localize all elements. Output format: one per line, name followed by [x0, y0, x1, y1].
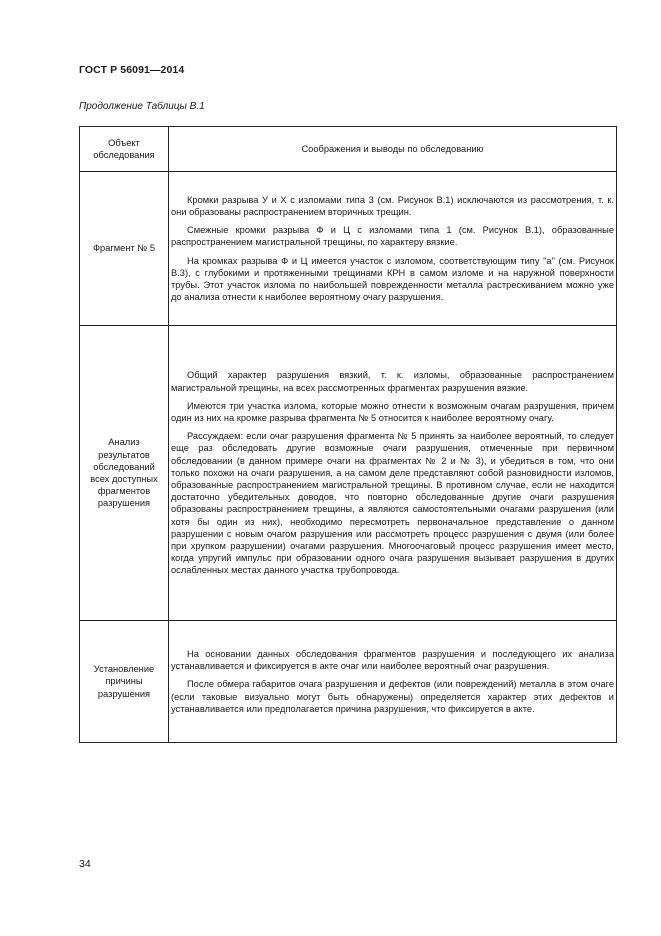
paragraph: На кромках разрыва Ф и Ц имеется участок с изломом, соответствующим типу "а" (см. Рисунок В.3), с глубокими и протяженными трещинами КРН в самом изломе и на наружной поверхности трубы. Этот участок излома по наибольшей поврежденности металла растрескиванием можно уже до анализа отнести к наиболее вероятному очагу разрушения.: [171, 255, 614, 303]
standard-header: ГОСТ Р 56091—2014: [79, 64, 185, 76]
table-header-row: [80, 127, 617, 172]
paragraph: Общий характер разрушения вязкий, т. к. изломы, образованные распространением магистральной трещины, на всех рассмотренных фрагментах разрушения вязкие.: [171, 370, 614, 393]
table-continuation-caption: Продолжение Таблицы В.1: [79, 101, 205, 112]
paragraph: Смежные кромки разрыва Ф и Ц с изломами типа 1 (см. Рисунок В.1), образованные распространением магистральной трещины, по характеру вязкие.: [171, 225, 614, 248]
paragraph: На основании данных обследования фрагментов разрушения и последующего их анализа устанавливается и фиксируется в акте очаг или наиболее вероятный очаг разрушения.: [171, 648, 614, 672]
table-row: [80, 172, 617, 326]
row-conclusions: [169, 621, 617, 743]
header-conclusions: Соображения и выводы по обследованию: [169, 127, 617, 172]
survey-table: [79, 126, 617, 743]
paragraph: Кромки разрыва У и Х с изломами типа 3 (см. Рисунок В.1) исключаются из рассмотрения, т. к. они образованы распространением вторичных трещин.: [171, 194, 614, 217]
table-row: [80, 621, 617, 743]
row-object-cause: Установление причины разрушения: [80, 621, 169, 743]
header-object: Объект обследования: [80, 127, 169, 172]
row-object-fragment-5: Фрагмент № 5: [80, 172, 169, 326]
paragraph: Имеются три участка излома, которые можно отнести к возможным очагам разрушения, причем один из них на кромке разрыва фрагмента № 5 относится к наиболее вероятному очагу.: [171, 400, 614, 423]
row-conclusions: [169, 172, 617, 326]
table-row: [80, 326, 617, 621]
row-conclusions: [169, 326, 617, 621]
page-number: 34: [79, 858, 91, 870]
paragraph: Рассуждаем: если очаг разрушения фрагмента № 5 принять за наиболее вероятный, то следует еще раз обследовать другие возможные очаги разрушения, отмеченные при первичном обследовании (в данном примере очаги на фрагментах № 2 и № 3), и убедиться в том, что они только похожи на очаги разрушения, а на самом деле представляют собой разновидности изломов, образованные распространением магистральной трещины. В противном случае, если не находится достаточно убедительных доводов, что повторно обследованные другие очаги разрушения образованы распространением трещины, а являются самостоятельными очагами разрушения (или хотя бы один из них), необходимо пересмотреть первоначальное представление о данном разрушении с новым очагом разрушения или рассмотреть процесс разрушения с двумя (или более при хрупком разрушении) очагами разрушения. Многоочаговый процесс разрушения имеет место, когда упругий импульс при образовании одного очага разрушения вызывает разрушения в других ослабленных местах данного участка трубопровода.: [171, 431, 614, 576]
paragraph: После обмера габаритов очага разрушения и дефектов (или повреждений) металла в этом очаге (если таковые визуально могут быть обнаружены) определяется характер этих дефектов и устанавливается или предполагается причина разрушения, что фиксируется в акте.: [171, 679, 614, 714]
row-object-analysis: Анализ результатов обследований всех доступных фрагментов разрушения: [80, 326, 169, 621]
